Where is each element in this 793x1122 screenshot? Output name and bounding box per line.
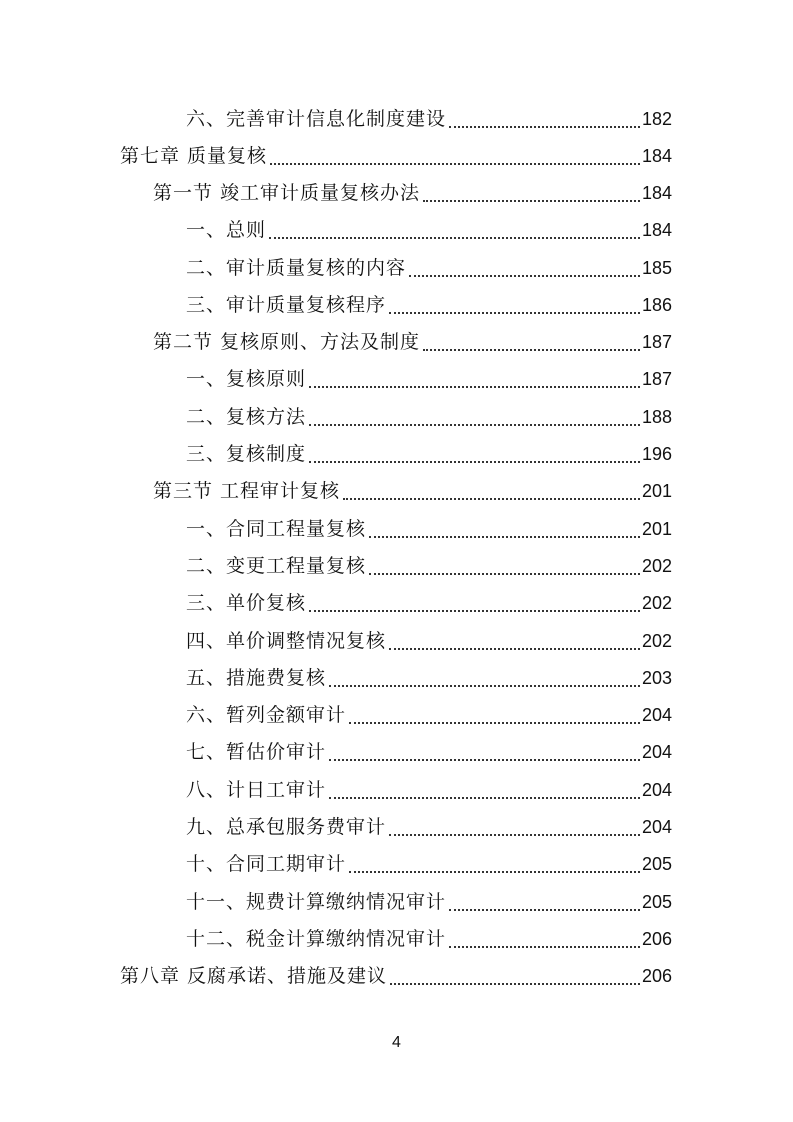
toc-entry-title: 十二、税金计算缴纳情况审计: [186, 928, 447, 950]
toc-entry-title: 二、变更工程量复核: [186, 555, 367, 577]
toc-leader-dots: [269, 236, 640, 239]
toc-entry[interactable]: [186, 623, 672, 660]
toc-leader-dots: [329, 758, 640, 761]
toc-leader-dots: [349, 870, 640, 873]
toc-entry[interactable]: [186, 548, 672, 585]
toc-entry-page: 204: [641, 780, 672, 800]
toc-entry[interactable]: [186, 884, 672, 921]
page-number: 4: [392, 1034, 401, 1051]
toc-entry[interactable]: [186, 436, 672, 473]
toc-entry-title: 六、完善审计信息化制度建设: [186, 108, 447, 130]
toc-entry-page: 204: [641, 705, 672, 725]
toc-entry-title: 十、合同工期审计: [186, 853, 347, 875]
toc-entry-title: 第七章 质量复核: [120, 145, 268, 167]
toc-entry[interactable]: [186, 846, 672, 883]
toc-entry-title: 三、审计质量复核程序: [186, 294, 387, 316]
toc-entry-title: 八、计日工审计: [186, 779, 327, 801]
toc-entry-page: 206: [641, 929, 672, 949]
toc-leader-dots: [369, 572, 640, 575]
toc-entry-page: 202: [641, 593, 672, 613]
toc-entry[interactable]: [186, 809, 672, 846]
toc-entry-page: 188: [641, 407, 672, 427]
toc-entry[interactable]: [186, 212, 672, 249]
toc-entry-title: 四、单价调整情况复核: [186, 630, 387, 652]
toc-entry[interactable]: [120, 138, 672, 175]
toc-leader-dots: [423, 199, 640, 202]
toc-entry-title: 七、暂估价审计: [186, 741, 327, 763]
toc-entry-title: 二、审计质量复核的内容: [186, 257, 407, 279]
toc-leader-dots: [449, 125, 640, 128]
toc-entry-title: 第一节 竣工审计质量复核办法: [153, 182, 421, 204]
toc-entry-page: 184: [641, 146, 672, 166]
toc-entry-title: 三、复核制度: [186, 443, 307, 465]
toc-entry-title: 第八章 反腐承诺、措施及建议: [120, 965, 388, 987]
toc-leader-dots: [329, 796, 640, 799]
toc-entry[interactable]: [186, 660, 672, 697]
toc-leader-dots: [369, 535, 640, 538]
toc-entry-page: 182: [641, 109, 672, 129]
toc-entry[interactable]: [186, 101, 672, 138]
toc-entry-page: 186: [641, 295, 672, 315]
toc-entry[interactable]: [186, 921, 672, 958]
toc-leader-dots: [389, 833, 640, 836]
toc-entry-title: 六、暂列金额审计: [186, 704, 347, 726]
toc-leader-dots: [390, 982, 640, 985]
toc-leader-dots: [343, 497, 640, 500]
toc-entry-page: 204: [641, 817, 672, 837]
toc-entry-title: 五、措施费复核: [186, 667, 327, 689]
toc-entry-page: 187: [641, 369, 672, 389]
toc-entry[interactable]: [186, 287, 672, 324]
toc-entry-title: 第三节 工程审计复核: [153, 480, 341, 502]
toc-leader-dots: [449, 945, 640, 948]
toc-entry-title: 二、复核方法: [186, 406, 307, 428]
toc-leader-dots: [349, 721, 640, 724]
toc-leader-dots: [309, 460, 640, 463]
toc-entry-page: 202: [641, 631, 672, 651]
toc-entry[interactable]: [153, 175, 672, 212]
toc-entry[interactable]: [186, 772, 672, 809]
toc-entry-page: 203: [641, 668, 672, 688]
toc-leader-dots: [309, 385, 640, 388]
toc-entry[interactable]: [153, 473, 672, 510]
toc-entry[interactable]: [186, 361, 672, 398]
toc-entry-page: 187: [641, 332, 672, 352]
toc-entry[interactable]: [120, 958, 672, 995]
toc-entry-title: 一、合同工程量复核: [186, 518, 367, 540]
toc-leader-dots: [409, 274, 640, 277]
toc-entry-title: 第二节 复核原则、方法及制度: [153, 331, 421, 353]
toc-entry-title: 十一、规费计算缴纳情况审计: [186, 891, 447, 913]
toc-entry[interactable]: [186, 511, 672, 548]
toc-entry-page: 196: [641, 444, 672, 464]
toc-entry[interactable]: [153, 324, 672, 361]
toc-entry-page: 201: [641, 481, 672, 501]
toc-leader-dots: [329, 684, 640, 687]
toc-entry-page: 202: [641, 556, 672, 576]
toc-entry-page: 185: [641, 258, 672, 278]
toc-entry-page: 201: [641, 519, 672, 539]
toc-entry-page: 206: [641, 966, 672, 986]
toc-entry-title: 三、单价复核: [186, 592, 307, 614]
toc-leader-dots: [389, 311, 640, 314]
toc-entry[interactable]: [186, 250, 672, 287]
toc-leader-dots: [309, 423, 640, 426]
toc-entry[interactable]: [186, 734, 672, 771]
toc-leader-dots: [449, 908, 640, 911]
toc-entry-title: 九、总承包服务费审计: [186, 816, 387, 838]
toc-entry-page: 205: [641, 854, 672, 874]
toc-entry-title: 一、复核原则: [186, 368, 307, 390]
toc-leader-dots: [423, 348, 640, 351]
toc-entry-page: 205: [641, 892, 672, 912]
toc-leader-dots: [389, 647, 640, 650]
toc-leader-dots: [270, 162, 640, 165]
toc-entry-page: 184: [641, 220, 672, 240]
toc-entry[interactable]: [186, 399, 672, 436]
toc-entry-title: 一、总则: [186, 219, 267, 241]
toc-leader-dots: [309, 609, 640, 612]
toc-entry-page: 184: [641, 183, 672, 203]
toc-entry[interactable]: [186, 697, 672, 734]
toc-entry-page: 204: [641, 742, 672, 762]
toc-entry[interactable]: [186, 585, 672, 622]
